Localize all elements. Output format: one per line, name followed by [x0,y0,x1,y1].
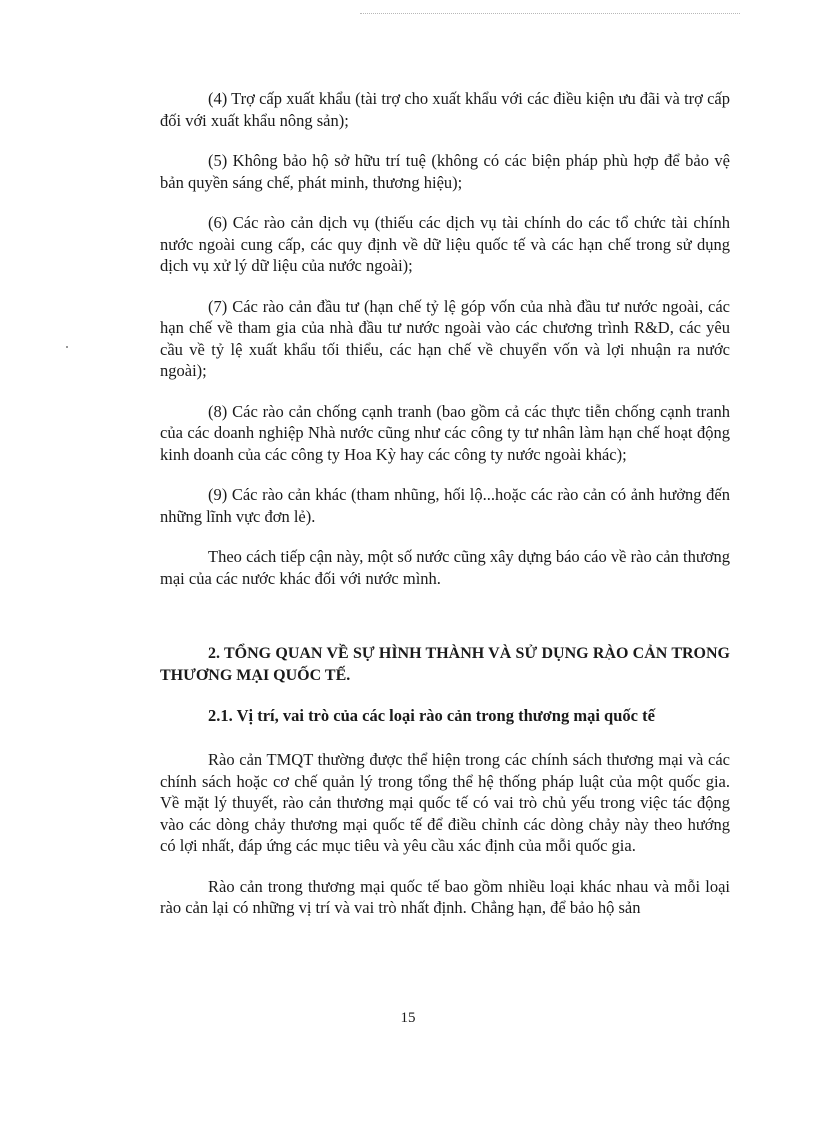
paragraph-item-6: (6) Các rào cản dịch vụ (thiếu các dịch vụ tài chính do các tổ chức tài chính nước ngoài cung cấp, các quy định về dữ liệu quốc tế và các hạn chế trong sử dụng dịch vụ xử lý dữ liệu của nước ngoài); [160,213,730,275]
paragraph-item-8: (8) Các rào cản chống cạnh tranh (bao gồm cả các thực tiễn chống cạnh tranh của các doanh nghiệp Nhà nước cũng như các công ty tư nhân làm hạn chế hoạt động kinh doanh của các công ty Hoa Kỳ hay các công ty nước ngoài khác); [160,401,730,464]
paragraph-item-5: (5) Không bảo hộ sở hữu trí tuệ (không có các biện pháp phù hợp để bảo vệ bản quyền sáng chế, phát minh, thương hiệu); [160,151,730,192]
paragraph-item-4: (4) Trợ cấp xuất khẩu (tài trợ cho xuất khẩu với các điều kiện ưu đãi và trợ cấp đối với xuất khẩu nông sản); [160,89,730,130]
subsection-heading: 2.1. Vị trí, vai trò của các loại rào cản trong thương mại quốc tế [208,706,655,725]
paragraph-item-7: (7) Các rào cản đầu tư (hạn chế tỷ lệ góp vốn của nhà đầu tư nước ngoài, các hạn chế về tham gia của nhà đầu tư nước ngoài vào các chương trình R&D, các yêu cầu về tỷ lệ xuất khẩu tối thiểu, các hạn chế về chuyển vốn và lợi nhuận ra nước ngoài); [160,296,730,380]
body-paragraph-2: Rào cản trong thương mại quốc tế bao gồm nhiều loại khác nhau và mỗi loại rào cản lại có những vị trí và vai trò nhất định. Chẳng hạn, để bảo hộ sản [160,876,730,917]
body-paragraph-1: Rào cản TMQT thường được thể hiện trong các chính sách thương mại và các chính sách hoặc cơ chế quản lý trong tổng thể hệ thống pháp luật của một quốc gia. Về mặt lý thuyết, rào cản thương mại quốc tế có vai trò chủ yếu trong việc tác động vào các dòng chảy thương mại quốc tế để điều chỉnh các dòng chảy này theo hướng có lợi nhất, đáp ứng các mục tiêu và yêu cầu xác định của mỗi quốc gia. [160,750,730,855]
page-number: 15 [400,1010,416,1026]
paragraph-item-9: (9) Các rào cản khác (tham nhũng, hối lộ...hoặc các rào cản có ảnh hưởng đến những lĩnh vực đơn lẻ). [160,485,730,526]
section-heading: 2. TỔNG QUAN VỀ SỰ HÌNH THÀNH VÀ SỬ DỤNG RÀO CẢN TRONG THƯƠNG MẠI QUỐC TẾ. [160,645,730,684]
paragraph-conclusion: Theo cách tiếp cận này, một số nước cũng xây dựng báo cáo về rào cản thương mại của các nước khác đối với nước mình. [160,547,730,588]
scan-artifact-line [360,13,740,16]
scan-speck [66,346,68,348]
page-content [160,88,730,919]
